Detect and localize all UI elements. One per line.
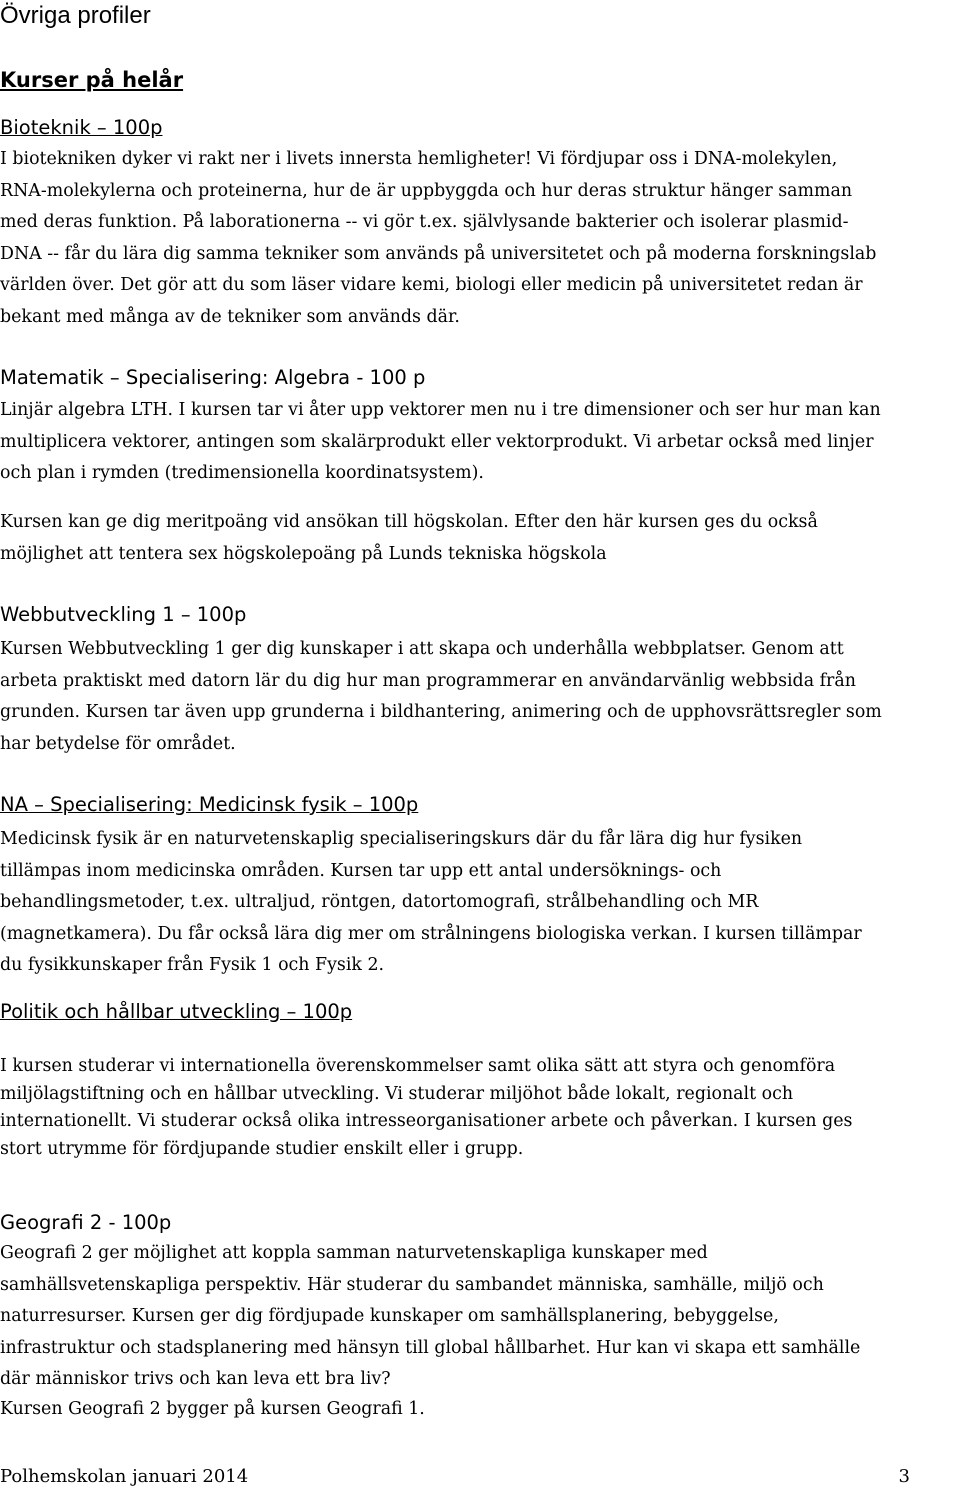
page-title: Övriga profiler bbox=[0, 2, 151, 29]
text-line: I biotekniken dyker vi rakt ner i livets innersta hemligheter! Vi fördjupar oss i DNA-molekylen, bbox=[0, 149, 838, 169]
text-line: Medicinsk fysik är en naturvetenskaplig specialiseringskurs där du får lära dig hur fysiken bbox=[0, 829, 803, 849]
course-text-webbutveckling bbox=[0, 634, 960, 760]
text-line: Geografi 2 ger möjlighet att koppla samman naturvetenskapliga kunskaper med bbox=[0, 1243, 708, 1263]
text-line: RNA-molekylerna och proteinerna, hur de är uppbyggda och hur deras struktur hänger samman bbox=[0, 180, 853, 201]
text-line: har betydelse för området. bbox=[0, 733, 236, 754]
text-line: naturresurser. Kursen ger dig fördjupade kunskaper om samhällsplanering, bebyggelse, bbox=[0, 1306, 779, 1326]
course-heading-politik: Politik och hållbar utveckling – 100p bbox=[0, 1000, 353, 1023]
text-line: och plan i rymden (tredimensionella koordinatsystem). bbox=[0, 463, 484, 483]
text-line: samhällsvetenskapliga perspektiv. Här studerar du sambandet människa, samhälle, miljö och bbox=[0, 1274, 824, 1295]
text-line: Kursen kan ge dig meritpoäng vid ansökan till högskolan. Efter den här kursen ges du också bbox=[0, 512, 818, 532]
course-text-matematik-extra bbox=[0, 507, 960, 570]
text-line: möjlighet att tentera sex högskolepoäng på Lunds tekniska högskola bbox=[0, 543, 607, 564]
text-line: multiplicera vektorer, antingen som skalärprodukt eller vektorprodukt. Vi arbetar också med linjer bbox=[0, 431, 874, 452]
text-line: Kursen Geografi 2 bygger på kursen Geografi 1. bbox=[0, 1399, 425, 1419]
text-line: där människor trivs och kan leva ett bra liv? bbox=[0, 1369, 391, 1389]
text-line: med deras funktion. På laborationerna -- vi gör t.ex. självlysande bakterier och isolerar plasmid- bbox=[0, 212, 849, 232]
text-line: arbeta praktiskt med datorn lär du dig hur man programmerar en användarvänlig webbsida från bbox=[0, 670, 856, 691]
course-heading-geografi: Geografi 2 - 100p bbox=[0, 1211, 172, 1234]
text-line: stort utrymme för fördjupande studier enskilt eller i grupp. bbox=[0, 1138, 524, 1159]
section-heading: Kurser på helår bbox=[0, 68, 184, 92]
page-number: 3 bbox=[898, 1466, 910, 1487]
text-line: internationellt. Vi studerar också olika intresseorganisationer arbete och påverkan. I kursen ges bbox=[0, 1111, 853, 1131]
course-text-medicinsk-fysik bbox=[0, 824, 960, 982]
text-line: du fysikkunskaper från Fysik 1 och Fysik 2. bbox=[0, 955, 385, 975]
text-line: infrastruktur och stadsplanering med hänsyn till global hållbarhet. Hur kan vi skapa ett samhälle bbox=[0, 1337, 861, 1358]
course-heading-webbutveckling: Webbutveckling 1 – 100p bbox=[0, 603, 247, 626]
course-heading-bioteknik: Bioteknik – 100p bbox=[0, 116, 163, 139]
text-line: I kursen studerar vi internationella överenskommelser samt olika sätt att styra och genomföra bbox=[0, 1056, 836, 1076]
course-heading-medicinsk-fysik: NA – Specialisering: Medicinsk fysik – 100p bbox=[0, 793, 419, 816]
text-line: Linjär algebra LTH. I kursen tar vi åter upp vektorer men nu i tre dimensioner och ser hur man kan bbox=[0, 400, 881, 420]
course-text-bioteknik bbox=[0, 144, 960, 333]
text-line: miljölagstiftning och en hållbar utveckling. Vi studerar miljöhot både lokalt, regionalt och bbox=[0, 1083, 794, 1104]
text-line: (magnetkamera). Du får också lära dig mer om strålningens biologiska verkan. I kursen tillämpar bbox=[0, 923, 862, 944]
footer-text: Polhemskolan januari 2014 bbox=[0, 1466, 249, 1487]
text-line: grunden. Kursen tar även upp grunderna i bildhantering, animering och de upphovsrättsregler som bbox=[0, 702, 882, 722]
text-line: världen över. Det gör att du som läser vidare kemi, biologi eller medicin på universitetet redan är bbox=[0, 275, 863, 295]
course-text-geografi bbox=[0, 1238, 960, 1424]
text-line: DNA -- får du lära dig samma tekniker som används på universitetet och på moderna forskningslab bbox=[0, 243, 877, 264]
course-text-politik bbox=[0, 1053, 960, 1163]
text-line: Kursen Webbutveckling 1 ger dig kunskaper i att skapa och underhålla webbplatser. Genom att bbox=[0, 639, 844, 659]
text-line: behandlingsmetoder, t.ex. ultraljud, röntgen, datortomografi, strålbehandling och MR bbox=[0, 892, 759, 912]
text-line: bekant med många av de tekniker som används där. bbox=[0, 306, 460, 327]
text-line: tillämpas inom medicinska områden. Kursen tar upp ett antal undersöknings- och bbox=[0, 860, 722, 881]
course-text-matematik bbox=[0, 395, 960, 490]
course-heading-matematik: Matematik – Specialisering: Algebra - 100 p bbox=[0, 366, 426, 389]
